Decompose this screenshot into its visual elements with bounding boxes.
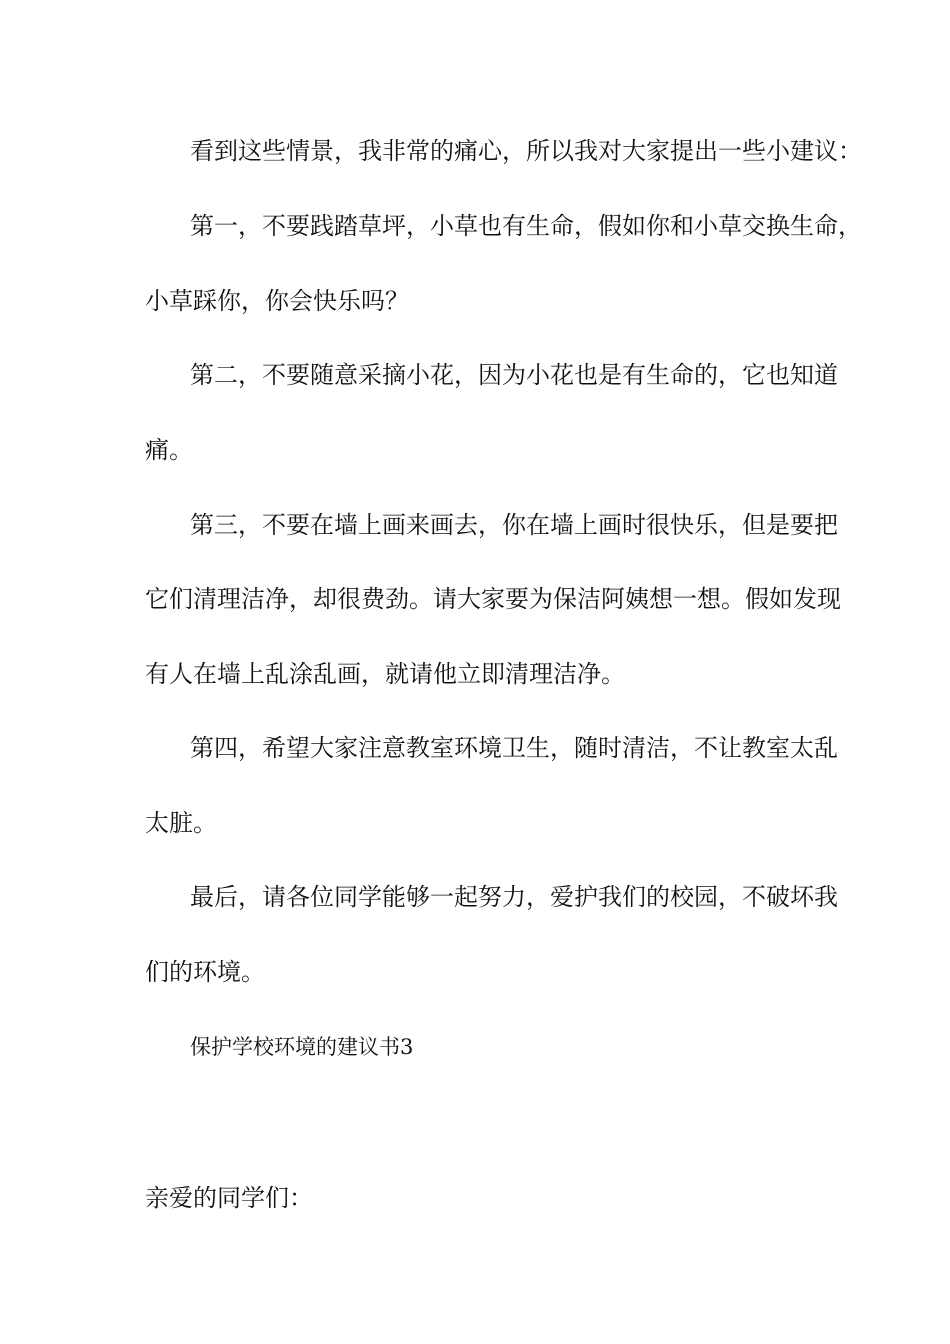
salutation: 亲爱的同学们： [145,1184,313,1212]
section-heading: 保护学校环境的建议书3 [190,1035,414,1059]
paragraph-line: 看到这些情景，我非常的痛心，所以我对大家提出一些小建议： [190,137,862,165]
paragraph-line: 第二，不要随意采摘小花，因为小花也是有生命的，它也知道 [190,361,838,389]
paragraph-line: 有人在墙上乱涂乱画，就请他立即清理洁净。 [145,660,625,688]
paragraph-line: 痛。 [145,436,193,464]
paragraph-line: 小草踩你，你会快乐吗？ [145,287,409,315]
paragraph-line: 太脏。 [145,809,217,837]
paragraph-line: 第三，不要在墙上画来画去，你在墙上画时很快乐，但是要把 [190,511,838,539]
paragraph-line: 第四，希望大家注意教室环境卫生，随时清洁，不让教室太乱 [190,734,838,762]
paragraph-line: 们的环境。 [145,958,265,986]
paragraph-line: 它们清理洁净，却很费劲。请大家要为保洁阿姨想一想。假如发现 [145,585,841,613]
paragraph-line: 最后，请各位同学能够一起努力，爱护我们的校园，不破坏我 [190,883,838,911]
paragraph-line: 第一，不要践踏草坪，小草也有生命，假如你和小草交换生命， [190,212,862,240]
